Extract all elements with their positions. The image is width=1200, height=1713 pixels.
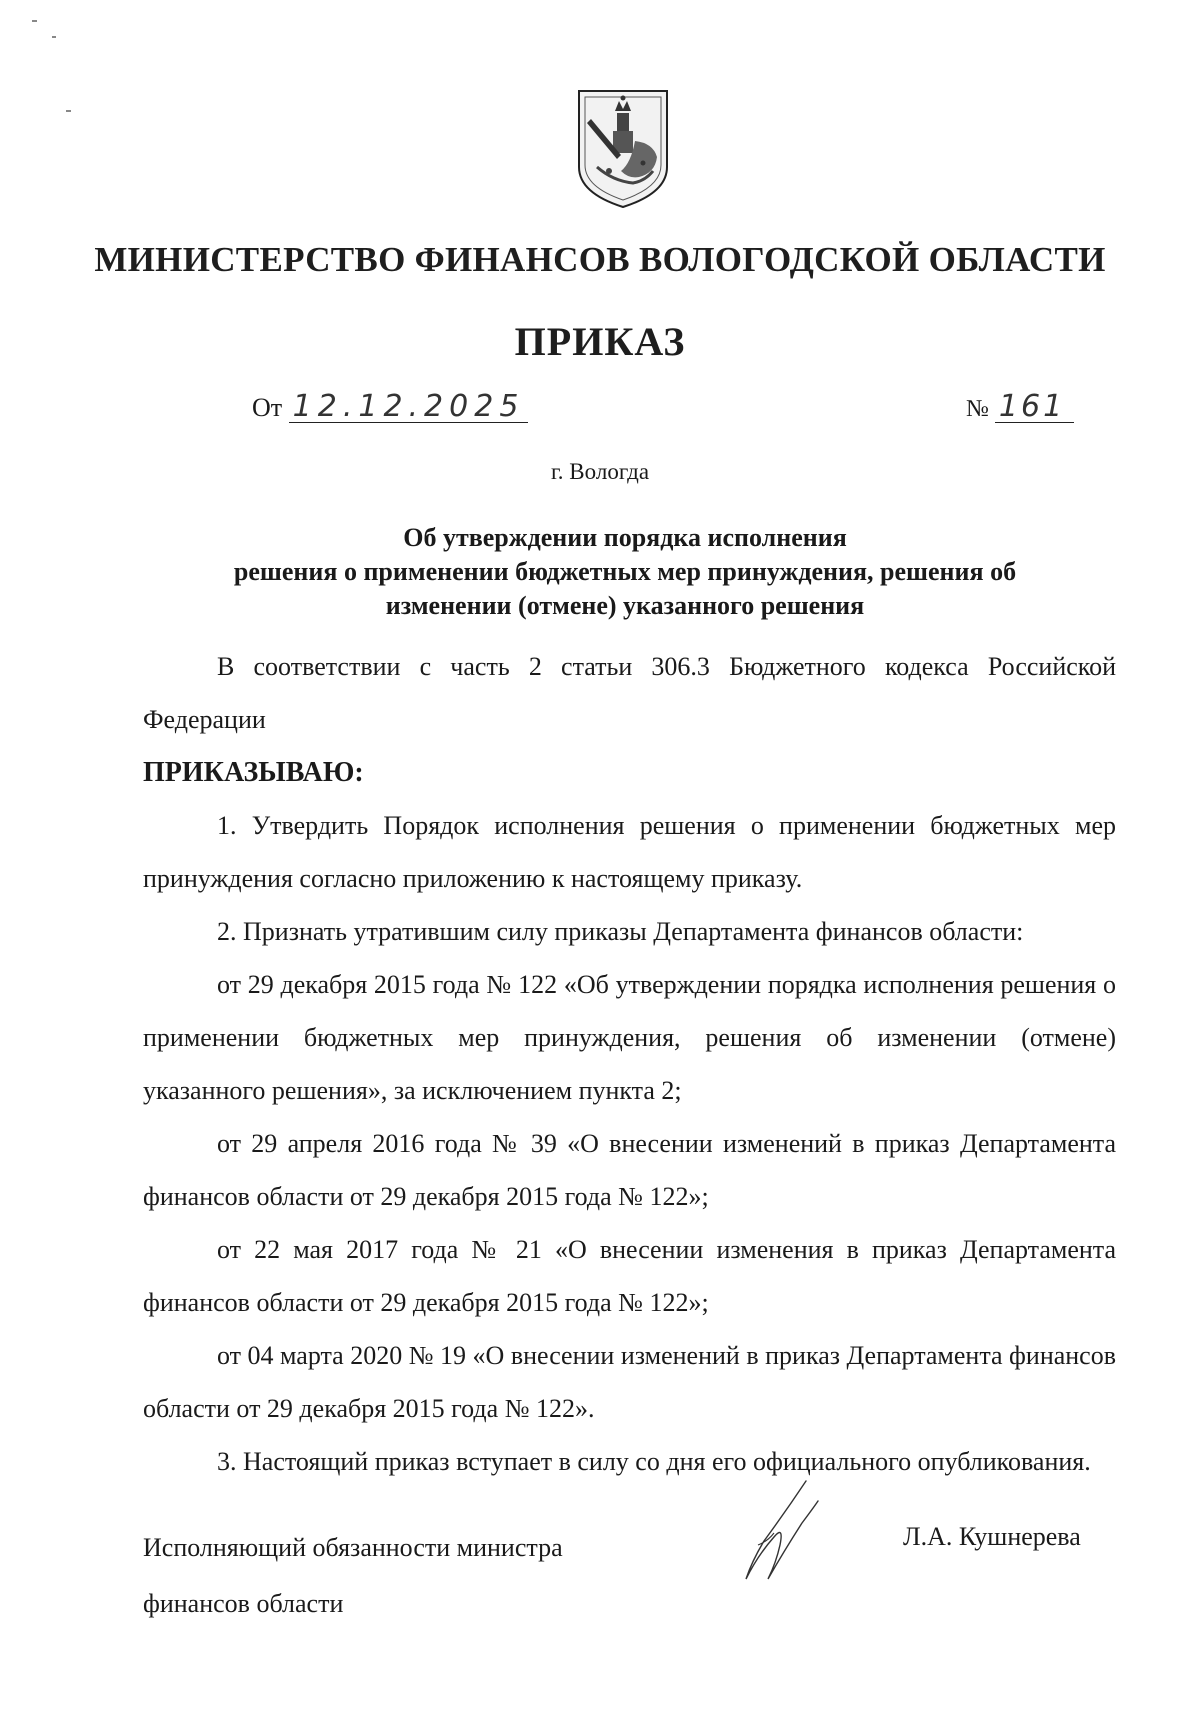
preamble-paragraph: В соответствии с часть 2 статьи 306.3 Бюджетного кодекса Российской Федерации [143, 652, 1116, 734]
city: г. Вологда [550, 459, 650, 484]
body-paragraph: от 29 декабря 2015 года № 122 «Об утверждении порядка исполнения решения о применении бюджетных мер принуждения, решения об изменении (отмене) указанного решения», за исключением пункта 2; [143, 970, 1116, 1105]
date-prefix: От [252, 393, 283, 422]
subject-line: решения о применении бюджетных мер принуждения, решения об [233, 557, 1017, 586]
body-paragraph: от 04 марта 2020 № 19 «О внесении изменений в приказ Департамента финансов области от 29 декабря 2015 года № 122». [143, 1341, 1116, 1423]
document-type-title: ПРИКАЗ [514, 319, 686, 364]
document-subject [140, 521, 1110, 623]
subject-line: изменении (отмене) указанного решения [385, 591, 865, 620]
handwritten-date: 12.12.2025 [289, 392, 529, 423]
body-paragraph: от 29 апреля 2016 года № 39 «О внесении изменений в приказ Департамента финансов области от 29 декабря 2015 года № 122»; [143, 1129, 1116, 1211]
number-prefix: № [966, 396, 989, 422]
handwritten-number: 161 [995, 392, 1074, 423]
signatory-position [143, 1520, 563, 1632]
scan-speck [52, 36, 56, 38]
date-line [252, 389, 528, 424]
document-body [143, 640, 1116, 1488]
body-paragraph: 2. Признать утратившим силу приказы Департамента финансов области: [217, 917, 1024, 946]
number-line [966, 389, 1074, 424]
scan-speck [32, 20, 37, 22]
signatory-name: Л.А. Кушнерева [903, 1522, 1081, 1551]
position-line: Исполняющий обязанности министра [143, 1533, 563, 1562]
subject-line: Об утверждении порядка исполнения [403, 523, 847, 552]
body-paragraph: 1. Утвердить Порядок исполнения решения о применении бюджетных мер принуждения согласно приложению к настоящему приказу. [143, 811, 1116, 893]
order-word: ПРИКАЗЫВАЮ: [143, 757, 364, 788]
ministry-name: МИНИСТЕРСТВО ФИНАНСОВ ВОЛОГОДСКОЙ ОБЛАСТИ [94, 240, 1106, 279]
body-paragraph: от 22 мая 2017 года № 21 «О внесении изменения в приказ Департамента финансов области от 29 декабря 2015 года № 122»; [143, 1235, 1116, 1317]
scan-speck [66, 110, 71, 112]
handwritten-signature-icon [728, 1475, 828, 1590]
vologda-coat-of-arms-icon [573, 85, 673, 211]
position-line: финансов области [143, 1589, 344, 1618]
body-paragraph: 3. Настоящий приказ вступает в силу со дня его официального опубликования. [217, 1447, 1091, 1476]
